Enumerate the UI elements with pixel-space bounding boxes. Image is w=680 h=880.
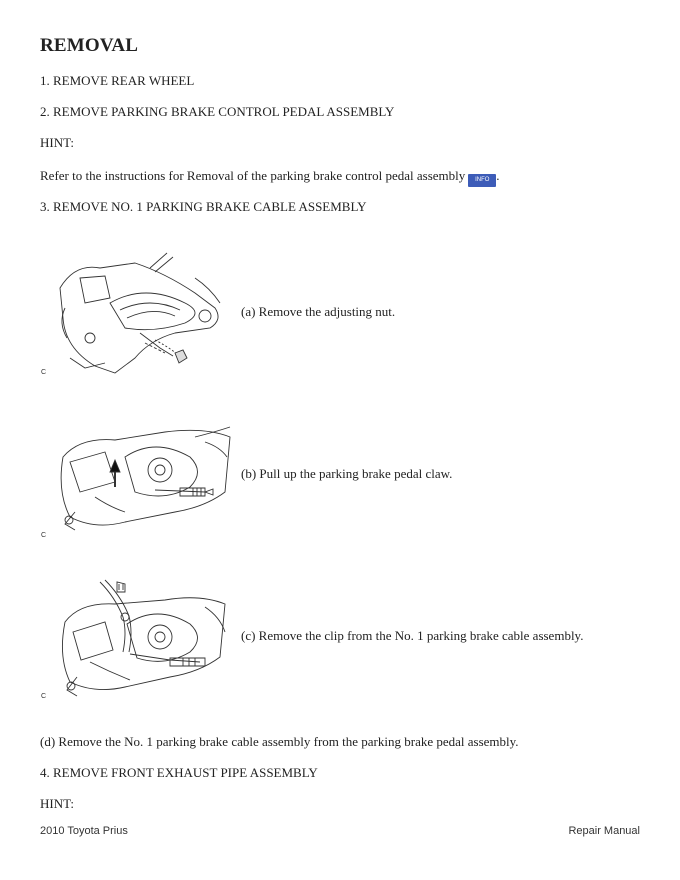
figure-code-c: C [41, 693, 47, 700]
caption-b: (b) Pull up the parking brake pedal claw. [241, 466, 453, 481]
figure-code-b: C [41, 532, 47, 539]
step-2: 2. REMOVE PARKING BRAKE CONTROL PEDAL ASSEMBLY [40, 104, 395, 119]
refer-end: . [496, 168, 500, 183]
page-title: REMOVAL [40, 35, 139, 56]
figure-code-a: C [41, 369, 47, 376]
hint-label-1: HINT: [40, 135, 75, 150]
step-1: 1. REMOVE REAR WHEEL [40, 73, 195, 88]
footer-right: Repair Manual [568, 825, 640, 837]
caption-c: (c) Remove the clip from the No. 1 parking brake cable assembly. [241, 628, 584, 643]
figure-adjusting-nut [55, 248, 235, 378]
step-3: 3. REMOVE NO. 1 PARKING BRAKE CABLE ASSEMBLY [40, 199, 367, 214]
hint-label-2: HINT: [40, 796, 75, 811]
figure-pedal-claw [55, 412, 235, 542]
step-3d: (d) Remove the No. 1 parking brake cable assembly from the parking brake pedal assembly. [40, 734, 519, 749]
caption-a: (a) Remove the adjusting nut. [241, 304, 396, 319]
figure-cable-clip [55, 572, 235, 702]
info-link-button[interactable]: INFO [468, 174, 496, 187]
footer-left: 2010 Toyota Prius [40, 825, 128, 837]
refer-line [40, 168, 500, 187]
refer-text: Refer to the instructions for Removal of the parking brake control pedal assembly [40, 168, 466, 183]
step-4: 4. REMOVE FRONT EXHAUST PIPE ASSEMBLY [40, 765, 318, 780]
